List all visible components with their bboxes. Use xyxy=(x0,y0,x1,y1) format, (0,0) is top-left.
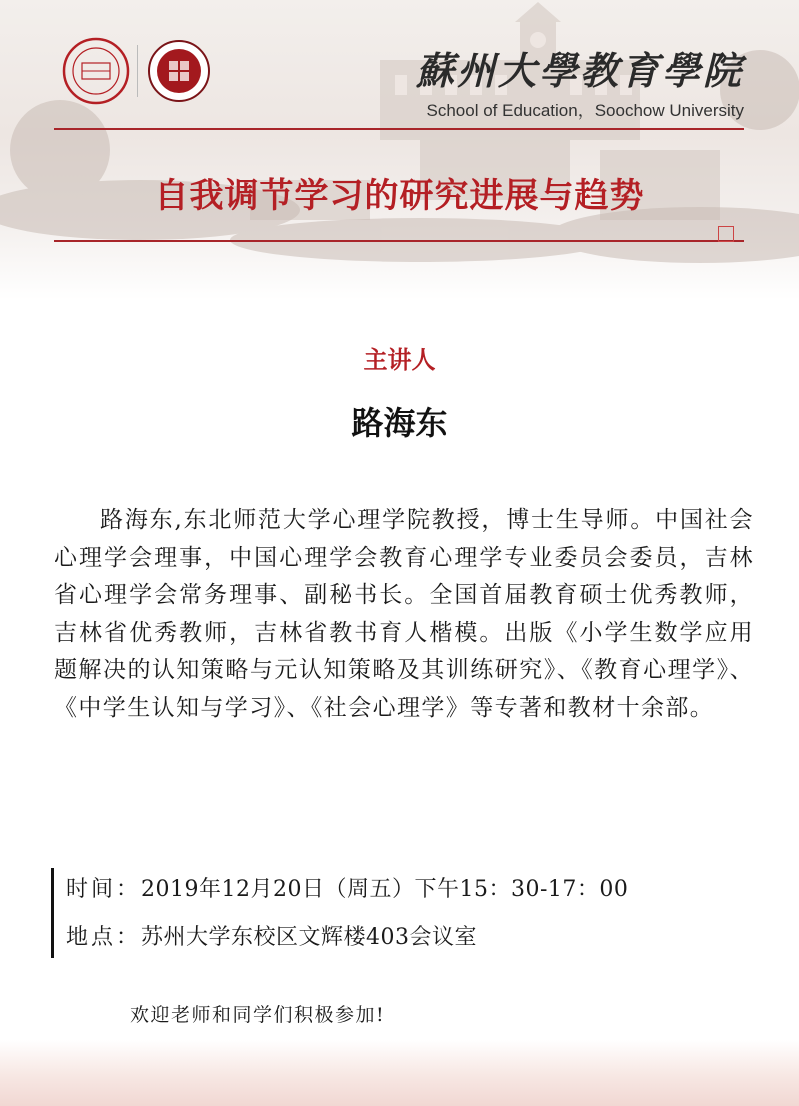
time-label: 时间： xyxy=(66,877,142,902)
event-title: 自我调节学习的研究进展与趋势 xyxy=(154,176,645,216)
header-banner xyxy=(0,0,799,300)
school-of-education-logo xyxy=(145,37,213,105)
logo-divider xyxy=(137,45,138,97)
soochow-university-logo xyxy=(62,37,130,105)
title-bottom-rule xyxy=(54,240,744,242)
footer-gradient xyxy=(0,1040,799,1106)
time-value: 2019年12月20日（周五）下午15：30-17：00 xyxy=(141,877,629,902)
school-name-cn: 蘇州大學教育學院 xyxy=(415,48,744,93)
place-value: 苏州大学东校区文辉楼403会议室 xyxy=(141,925,478,950)
speaker-label: 主讲人 xyxy=(363,346,436,374)
seal-stamp-icon xyxy=(718,226,734,242)
school-name-en: School of Education，Soochow University xyxy=(426,101,744,120)
info-accent-bar xyxy=(51,868,54,958)
place-row xyxy=(66,920,477,951)
welcome-message: 欢迎老师和同学们积极参加! xyxy=(130,1004,386,1026)
time-row xyxy=(66,872,628,903)
speaker-name: 路海东 xyxy=(351,404,448,442)
place-label: 地点： xyxy=(66,925,142,950)
title-top-rule xyxy=(54,128,744,130)
speaker-bio: 路海东,东北师范大学心理学院教授，博士生导师。中国社会心理学会理事，中国心理学会教育心理学专业委员会委员，吉林省心理学会常务理事、副秘书长。全国首届教育硕士优秀教师，吉林省优秀教师，吉林省教书育人楷模。出版《小学生数学应用题解决的认知策略与元认知策略及其训练研究》、《教育心理学》、《中学生认知与学习》、《社会心理学》等专著和教材十余部。 xyxy=(54,507,754,721)
